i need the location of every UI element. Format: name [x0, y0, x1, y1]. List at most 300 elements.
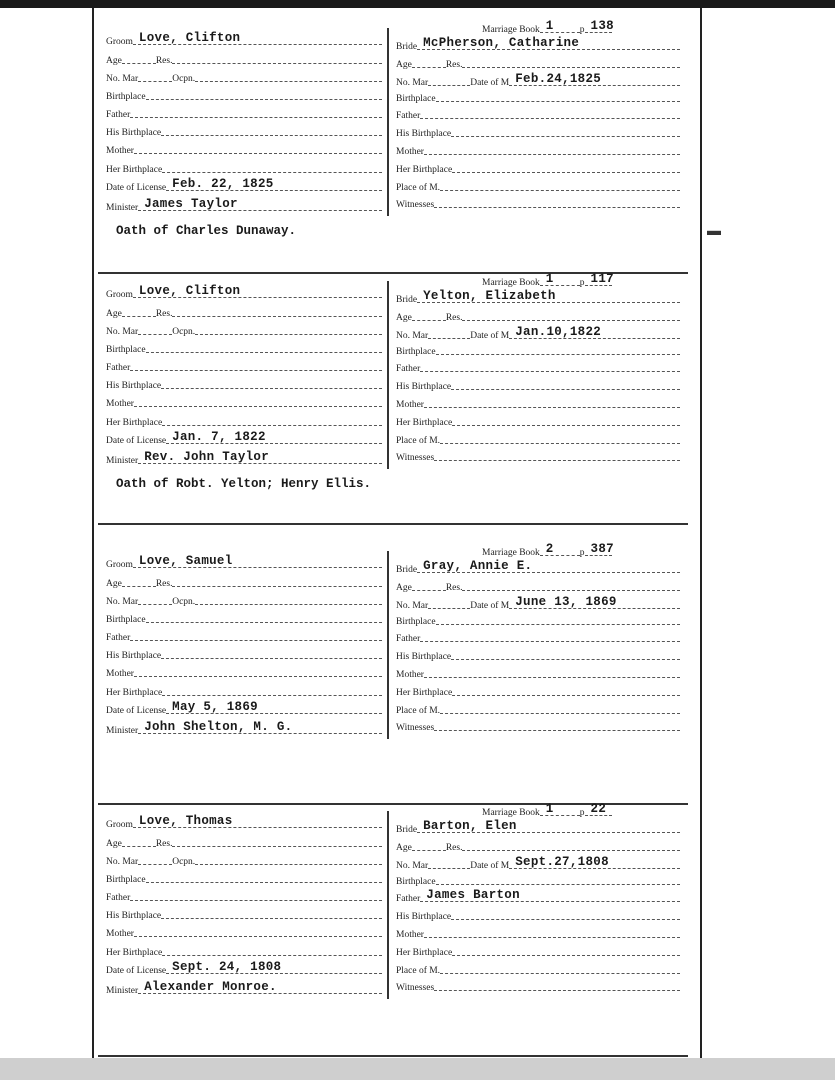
field-leader	[462, 836, 680, 851]
marriage-book-label: Marriage Book	[482, 25, 540, 35]
field-leader	[424, 663, 680, 678]
no-mar-label: No. Mar	[396, 331, 429, 341]
field-leader	[134, 662, 382, 677]
field-leader	[166, 699, 382, 714]
place-of-m-row	[396, 961, 680, 977]
field-leader	[509, 594, 680, 609]
witnesses-label: Witnesses	[396, 453, 435, 463]
field-leader	[424, 140, 680, 155]
her-birthplace-row	[396, 683, 680, 699]
her-birthplace-row	[396, 413, 680, 429]
groom-row	[106, 285, 382, 301]
age-res-row	[396, 578, 680, 594]
field-leader	[452, 158, 680, 173]
his-birthplace-label: His Birthplace	[396, 129, 452, 139]
marriage-record-card	[0, 253, 835, 503]
mother-row	[106, 924, 382, 940]
field-leader	[452, 411, 680, 426]
her-birthplace-label: Her Birthplace	[396, 688, 453, 698]
field-leader	[417, 288, 680, 303]
res-label: Res.	[445, 583, 463, 593]
father-row	[106, 888, 382, 904]
minister-label: Minister	[106, 203, 139, 213]
birthplace-row	[396, 612, 680, 628]
ocpn-label: Ocpn.	[172, 74, 196, 84]
birthplace-label: Birthplace	[106, 345, 146, 355]
p-label: p	[579, 278, 585, 288]
field-leader	[162, 411, 382, 426]
column-divider	[387, 551, 389, 739]
marriage-record-card	[0, 0, 835, 250]
no-mar-label: No. Mar	[106, 74, 139, 84]
her-birthplace-label: Her Birthplace	[396, 418, 453, 428]
no-mar-label: No. Mar	[106, 597, 139, 607]
mother-label: Mother	[396, 147, 424, 157]
marriage-book-value: 2	[545, 542, 554, 556]
field-leader	[133, 283, 382, 298]
her-birthplace-row	[396, 160, 680, 176]
witnesses-row	[396, 448, 680, 464]
birthplace-row	[396, 342, 680, 358]
bride-label: Bride	[396, 565, 418, 575]
field-leader	[195, 320, 382, 335]
groom-label: Groom	[106, 820, 133, 830]
groom-row	[106, 555, 382, 571]
field-leader	[146, 608, 382, 623]
field-leader	[540, 18, 580, 33]
field-leader	[138, 719, 382, 734]
date-of-m-label: Date of M	[470, 601, 510, 611]
father-row	[396, 106, 680, 122]
field-leader	[509, 854, 680, 869]
witnesses-label: Witnesses	[396, 983, 435, 993]
mother-label: Mother	[106, 399, 134, 409]
his-birthplace-label: His Birthplace	[106, 651, 162, 661]
res-label: Res.	[445, 843, 463, 853]
field-leader	[172, 302, 382, 317]
field-leader	[138, 590, 172, 605]
date-of-license-label: Date of License	[106, 183, 167, 193]
birthplace-label: Birthplace	[396, 617, 436, 627]
age-label: Age	[106, 839, 122, 849]
field-leader	[434, 193, 680, 208]
field-leader	[428, 594, 470, 609]
his-birthplace-label: His Birthplace	[106, 128, 162, 138]
no-mar-ocpn-row	[106, 852, 382, 868]
field-leader	[540, 271, 580, 286]
groom-label: Groom	[106, 290, 133, 300]
field-leader	[122, 572, 156, 587]
p-label: p	[579, 808, 585, 818]
ocpn-label: Ocpn.	[172, 857, 196, 867]
mother-row	[396, 395, 680, 411]
father-row	[106, 105, 382, 121]
bride-row	[396, 290, 680, 306]
groom-row	[106, 32, 382, 48]
her-birthplace-row	[106, 943, 382, 959]
field-leader	[130, 356, 382, 371]
bride-value: McPherson, Catharine	[423, 36, 580, 50]
field-leader	[195, 590, 382, 605]
p-value: 117	[590, 272, 614, 286]
field-leader	[462, 53, 680, 68]
field-leader	[420, 104, 680, 119]
field-leader	[138, 850, 172, 865]
place-of-m-row	[396, 178, 680, 194]
date-of-license-row	[106, 178, 382, 194]
marriage-book-label: Marriage Book	[482, 808, 540, 818]
no-mar-ocpn-row	[106, 322, 382, 338]
date-of-m-value: Sept.27,1808	[515, 855, 609, 869]
his-birthplace-label: His Birthplace	[106, 911, 162, 921]
ocpn-label: Ocpn.	[172, 597, 196, 607]
date-of-license-label: Date of License	[106, 436, 167, 446]
field-leader	[161, 644, 382, 659]
date-of-license-value: Feb. 22, 1825	[172, 177, 274, 191]
field-leader	[162, 941, 382, 956]
age-label: Age	[106, 309, 122, 319]
groom-row	[106, 815, 382, 831]
minister-value: Rev. John Taylor	[144, 450, 270, 464]
groom-value: Love, Clifton	[138, 284, 241, 298]
mother-row	[396, 142, 680, 158]
field-leader	[130, 886, 382, 901]
mother-row	[106, 664, 382, 680]
father-label: Father	[396, 111, 421, 121]
field-leader	[436, 610, 680, 625]
field-leader	[412, 53, 446, 68]
bride-value: Barton, Elen	[423, 819, 517, 833]
birthplace-label: Birthplace	[106, 615, 146, 625]
field-leader	[138, 196, 382, 211]
field-leader	[122, 302, 156, 317]
bride-value: Gray, Annie E.	[423, 559, 533, 573]
age-label: Age	[396, 583, 412, 593]
father-label: Father	[106, 110, 131, 120]
minister-label: Minister	[106, 456, 139, 466]
field-leader	[428, 71, 470, 86]
field-leader	[451, 905, 680, 920]
her-birthplace-label: Her Birthplace	[106, 688, 163, 698]
place-of-m-label: Place of M.	[396, 706, 441, 716]
birthplace-label: Birthplace	[396, 94, 436, 104]
place-of-m-row	[396, 431, 680, 447]
oath-note: Oath of Charles Dunaway.	[116, 224, 297, 238]
field-leader	[451, 122, 680, 137]
field-leader	[434, 976, 680, 991]
no-mar-label: No. Mar	[396, 601, 429, 611]
age-res-row	[106, 304, 382, 320]
father-label: Father	[106, 363, 131, 373]
marriage-record-card	[0, 523, 835, 773]
witnesses-row	[396, 195, 680, 211]
field-leader	[452, 681, 680, 696]
field-leader	[172, 49, 382, 64]
field-leader	[195, 850, 382, 865]
father-label: Father	[106, 633, 131, 643]
witnesses-label: Witnesses	[396, 200, 435, 210]
column-divider	[387, 28, 389, 216]
date-of-m-label: Date of M	[470, 861, 510, 871]
her-birthplace-label: Her Birthplace	[396, 948, 453, 958]
field-leader	[509, 324, 680, 339]
no-mar-ocpn-row	[106, 592, 382, 608]
her-birthplace-label: Her Birthplace	[106, 165, 163, 175]
mother-row	[396, 665, 680, 681]
field-leader	[138, 67, 172, 82]
no-mar-label: No. Mar	[106, 857, 139, 867]
groom-value: Love, Samuel	[138, 554, 233, 568]
scan-smudge: ▬	[707, 224, 721, 239]
bride-row	[396, 820, 680, 836]
age-res-row	[106, 51, 382, 67]
field-leader	[451, 645, 680, 660]
father-label: Father	[396, 364, 421, 374]
field-leader	[585, 541, 612, 556]
marriage-book-value: 1	[545, 19, 554, 33]
bride-row	[396, 37, 680, 53]
age-label: Age	[106, 579, 122, 589]
field-leader	[134, 392, 382, 407]
field-leader	[585, 18, 612, 33]
witnesses-label: Witnesses	[396, 723, 435, 733]
marriage-book-value: 1	[545, 272, 554, 286]
marriage-record-card	[0, 783, 835, 1033]
date-of-license-label: Date of License	[106, 706, 167, 716]
p-value: 22	[590, 802, 607, 816]
p-label: p	[579, 548, 585, 558]
field-leader	[172, 572, 382, 587]
field-leader	[162, 158, 382, 173]
field-leader	[166, 959, 382, 974]
date-of-license-value: Sept. 24, 1808	[172, 960, 282, 974]
field-leader	[412, 576, 446, 591]
date-of-m-value: Jan.10,1822	[515, 325, 602, 339]
birthplace-row	[396, 872, 680, 888]
her-birthplace-row	[396, 943, 680, 959]
field-leader	[162, 681, 382, 696]
field-leader	[417, 818, 680, 833]
card-separator	[98, 1055, 688, 1057]
field-leader	[420, 627, 680, 642]
res-label: Res.	[155, 309, 173, 319]
p-label: p	[579, 25, 585, 35]
marriage-book-value: 1	[545, 802, 554, 816]
field-leader	[451, 375, 680, 390]
field-leader	[134, 922, 382, 937]
field-leader	[138, 320, 172, 335]
her-birthplace-row	[106, 160, 382, 176]
age-res-row	[396, 838, 680, 854]
field-leader	[130, 103, 382, 118]
father-row	[396, 889, 680, 905]
minister-value: Alexander Monroe.	[144, 980, 277, 994]
birthplace-label: Birthplace	[106, 92, 146, 102]
field-leader	[412, 306, 446, 321]
her-birthplace-label: Her Birthplace	[106, 948, 163, 958]
field-leader	[420, 357, 680, 372]
birthplace-row	[396, 89, 680, 105]
witnesses-row	[396, 978, 680, 994]
age-label: Age	[106, 56, 122, 66]
field-leader	[509, 71, 680, 86]
groom-label: Groom	[106, 37, 133, 47]
his-birthplace-row	[106, 906, 382, 922]
his-birthplace-label: His Birthplace	[106, 381, 162, 391]
date-of-m-value: Feb.24,1825	[515, 72, 602, 86]
father-row	[396, 629, 680, 645]
mother-label: Mother	[396, 670, 424, 680]
minister-value: James Taylor	[144, 197, 238, 211]
place-of-m-label: Place of M.	[396, 436, 441, 446]
field-leader	[420, 887, 680, 902]
father-row	[106, 358, 382, 374]
oath-note: Oath of Robt. Yelton; Henry Ellis.	[116, 477, 372, 491]
field-leader	[462, 576, 680, 591]
age-label: Age	[396, 313, 412, 323]
no-mar-label: No. Mar	[106, 327, 139, 337]
birthplace-label: Birthplace	[106, 875, 146, 885]
age-res-row	[106, 574, 382, 590]
field-leader	[172, 832, 382, 847]
field-leader	[412, 836, 446, 851]
minister-row	[106, 451, 382, 467]
his-birthplace-row	[106, 376, 382, 392]
field-leader	[133, 30, 382, 45]
marriage-book-label: Marriage Book	[482, 278, 540, 288]
field-leader	[146, 868, 382, 883]
birthplace-row	[106, 87, 382, 103]
field-leader	[436, 340, 680, 355]
no-mar-label: No. Mar	[396, 861, 429, 871]
field-leader	[585, 801, 612, 816]
date-of-license-value: Jan. 7, 1822	[172, 430, 266, 444]
marriage-book-row	[482, 803, 612, 819]
birthplace-row	[106, 870, 382, 886]
marriage-book-row	[482, 543, 612, 559]
field-leader	[540, 801, 580, 816]
mother-row	[106, 141, 382, 157]
age-res-row	[396, 308, 680, 324]
marriage-book-label: Marriage Book	[482, 548, 540, 558]
his-birthplace-row	[106, 123, 382, 139]
place-of-m-label: Place of M.	[396, 183, 441, 193]
date-of-m-label: Date of M	[470, 78, 510, 88]
field-leader	[133, 813, 382, 828]
mother-row	[106, 394, 382, 410]
column-divider	[387, 811, 389, 999]
field-leader	[166, 429, 382, 444]
field-leader	[440, 429, 680, 444]
ocpn-label: Ocpn.	[172, 327, 196, 337]
date-of-license-label: Date of License	[106, 966, 167, 976]
birthplace-row	[106, 610, 382, 626]
field-leader	[122, 832, 156, 847]
mother-label: Mother	[396, 400, 424, 410]
field-leader	[428, 324, 470, 339]
father-row	[106, 628, 382, 644]
p-value: 387	[590, 542, 614, 556]
field-leader	[130, 626, 382, 641]
her-birthplace-label: Her Birthplace	[396, 165, 453, 175]
field-leader	[436, 87, 680, 102]
birthplace-label: Birthplace	[396, 347, 436, 357]
minister-row	[106, 981, 382, 997]
age-res-row	[396, 55, 680, 71]
birthplace-label: Birthplace	[396, 877, 436, 887]
her-birthplace-row	[106, 683, 382, 699]
res-label: Res.	[445, 60, 463, 70]
field-leader	[146, 338, 382, 353]
field-leader	[452, 941, 680, 956]
minister-row	[106, 198, 382, 214]
his-birthplace-row	[396, 124, 680, 140]
his-birthplace-label: His Birthplace	[396, 912, 452, 922]
field-leader	[440, 176, 680, 191]
field-leader	[417, 35, 680, 50]
field-leader	[428, 854, 470, 869]
field-leader	[424, 393, 680, 408]
father-label: Father	[396, 894, 421, 904]
date-of-license-row	[106, 431, 382, 447]
age-res-row	[106, 834, 382, 850]
date-of-license-row	[106, 701, 382, 717]
minister-label: Minister	[106, 986, 139, 996]
scan-bottom-border	[0, 1058, 835, 1080]
field-leader	[161, 121, 382, 136]
no-mar-label: No. Mar	[396, 78, 429, 88]
field-leader	[161, 904, 382, 919]
bride-row	[396, 560, 680, 576]
minister-label: Minister	[106, 726, 139, 736]
field-leader	[585, 271, 612, 286]
bride-value: Yelton, Elizabeth	[423, 289, 556, 303]
his-birthplace-label: His Birthplace	[396, 652, 452, 662]
res-label: Res.	[445, 313, 463, 323]
field-leader	[161, 374, 382, 389]
date-of-m-label: Date of M	[470, 331, 510, 341]
res-label: Res.	[155, 579, 173, 589]
field-leader	[122, 49, 156, 64]
bride-label: Bride	[396, 295, 418, 305]
age-label: Age	[396, 60, 412, 70]
his-birthplace-row	[106, 646, 382, 662]
birthplace-row	[106, 340, 382, 356]
no-mar-ocpn-row	[106, 69, 382, 85]
field-leader	[462, 306, 680, 321]
res-label: Res.	[155, 839, 173, 849]
field-leader	[434, 716, 680, 731]
marriage-book-row	[482, 20, 612, 36]
field-leader	[440, 699, 680, 714]
field-leader	[138, 979, 382, 994]
groom-label: Groom	[106, 560, 133, 570]
mother-label: Mother	[106, 669, 134, 679]
bride-label: Bride	[396, 42, 418, 52]
age-label: Age	[396, 843, 412, 853]
field-leader	[195, 67, 382, 82]
mother-row	[396, 925, 680, 941]
father-label: Father	[106, 893, 131, 903]
father-row	[396, 359, 680, 375]
mother-label: Mother	[396, 930, 424, 940]
place-of-m-row	[396, 701, 680, 717]
his-birthplace-row	[396, 377, 680, 393]
field-leader	[434, 446, 680, 461]
field-leader	[424, 923, 680, 938]
bride-label: Bride	[396, 825, 418, 835]
her-birthplace-label: Her Birthplace	[106, 418, 163, 428]
